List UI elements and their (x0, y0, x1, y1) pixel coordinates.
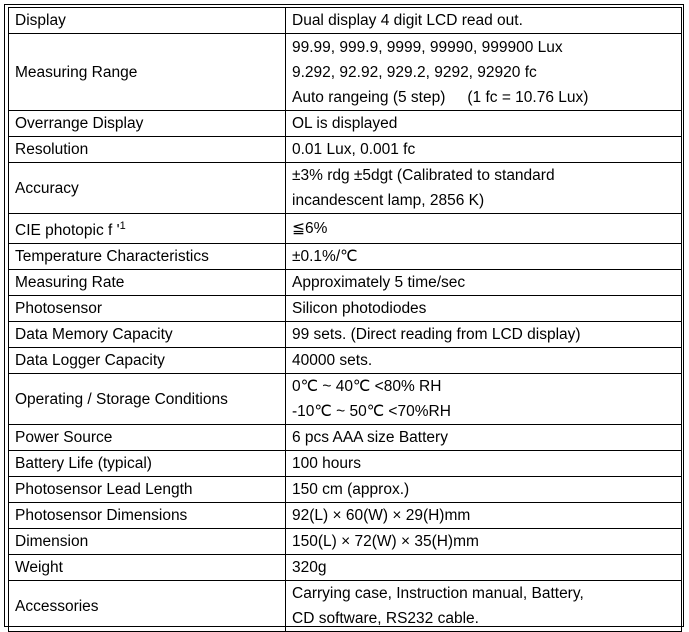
spec-label: Overrange Display (9, 111, 286, 137)
cie-label-text: CIE photopic f ' (15, 222, 120, 239)
table-row (9, 581, 682, 632)
table-row (9, 111, 682, 137)
spec-value-line: 99.99, 999.9, 9999, 99990, 999900 Lux (292, 38, 563, 56)
table-row (9, 555, 682, 581)
spec-value-line: 0.01 Lux, 0.001 fc (292, 141, 416, 158)
spec-value-line (292, 85, 675, 110)
spec-value (286, 8, 682, 34)
spec-value (286, 163, 682, 214)
spec-value-line: -10℃ ~ 50℃ <70%RH (292, 403, 451, 420)
spec-value (286, 425, 682, 451)
spec-value-line: 150 cm (approx.) (292, 481, 410, 498)
spec-value (286, 214, 682, 244)
spec-value (286, 296, 682, 322)
spec-label: Operating / Storage Conditions (9, 374, 286, 425)
conversion-text: (1 fc = 10.76 Lux) (467, 88, 589, 106)
spec-value (286, 270, 682, 296)
spec-value-line: 150(L) × 72(W) × 35(H)mm (292, 533, 479, 550)
footnote-marker: 1 (119, 220, 126, 232)
spec-label: Resolution (9, 137, 286, 163)
spec-label: Dimension (9, 529, 286, 555)
spec-value (286, 137, 682, 163)
auto-ranging-text: Auto rangeing (5 step) (292, 88, 446, 106)
table-row (9, 322, 682, 348)
spec-value-line: Silicon photodiodes (292, 300, 427, 317)
spec-label: Battery Life (typical) (9, 451, 286, 477)
table-row (9, 296, 682, 322)
table-row (9, 214, 682, 244)
spec-label: Photosensor Dimensions (9, 503, 286, 529)
spec-label: Weight (9, 555, 286, 581)
spec-label: Data Memory Capacity (9, 322, 286, 348)
spec-value-line: 92(L) × 60(W) × 29(H)mm (292, 507, 471, 524)
table-row (9, 503, 682, 529)
spec-value-line: 6 pcs AAA size Battery (292, 429, 448, 446)
spec-value (286, 348, 682, 374)
spec-value-line: Approximately 5 time/sec (292, 274, 466, 291)
spec-value (286, 111, 682, 137)
spec-value (286, 322, 682, 348)
spec-value (286, 529, 682, 555)
spec-value (286, 244, 682, 270)
spec-value-line: ≦6% (292, 220, 328, 237)
spec-value-line: OL is displayed (292, 115, 398, 132)
spec-value (286, 503, 682, 529)
table-row (9, 8, 682, 34)
spec-value-line: 0℃ ~ 40℃ <80% RH (292, 378, 442, 395)
spec-label: Data Logger Capacity (9, 348, 286, 374)
spec-label: Accessories (9, 581, 286, 632)
table-row (9, 137, 682, 163)
table-row (9, 244, 682, 270)
spec-label: Measuring Range (9, 34, 286, 111)
table-row (9, 477, 682, 503)
spec-value-line: 9.292, 92.92, 929.2, 9292, 92920 fc (292, 63, 537, 81)
spec-value-line: 320g (292, 559, 327, 576)
spec-value-line: ±3% rdg ±5dgt (Calibrated to standard (292, 167, 555, 184)
spec-label: Display (9, 8, 286, 34)
spec-label: Temperature Characteristics (9, 244, 286, 270)
spec-value-line: incandescent lamp, 2856 K) (292, 192, 485, 209)
specifications-table (8, 7, 682, 632)
table-row (9, 348, 682, 374)
spec-value-line: ±0.1%/℃ (292, 248, 358, 265)
spec-value-line: 99 sets. (Direct reading from LCD display) (292, 326, 581, 343)
spec-value (286, 374, 682, 425)
spec-value (286, 34, 682, 111)
spec-value-line: CD software, RS232 cable. (292, 610, 479, 627)
spec-value (286, 581, 682, 632)
spec-value-line: Carrying case, Instruction manual, Battery, (292, 585, 584, 602)
spec-value-line: Dual display 4 digit LCD read out. (292, 12, 523, 29)
spec-value-line: 100 hours (292, 455, 361, 472)
spec-label (9, 214, 286, 244)
table-row (9, 163, 682, 214)
table-row (9, 451, 682, 477)
table-row (9, 374, 682, 425)
spec-value-line: 40000 sets. (292, 352, 373, 369)
table-row (9, 270, 682, 296)
spec-label: Photosensor Lead Length (9, 477, 286, 503)
table-row (9, 34, 682, 111)
spec-label: Power Source (9, 425, 286, 451)
spec-value (286, 555, 682, 581)
spec-value (286, 451, 682, 477)
spec-label: Photosensor (9, 296, 286, 322)
spec-value (286, 477, 682, 503)
spec-label: Measuring Rate (9, 270, 286, 296)
table-row (9, 529, 682, 555)
spec-label: Accuracy (9, 163, 286, 214)
table-row (9, 425, 682, 451)
